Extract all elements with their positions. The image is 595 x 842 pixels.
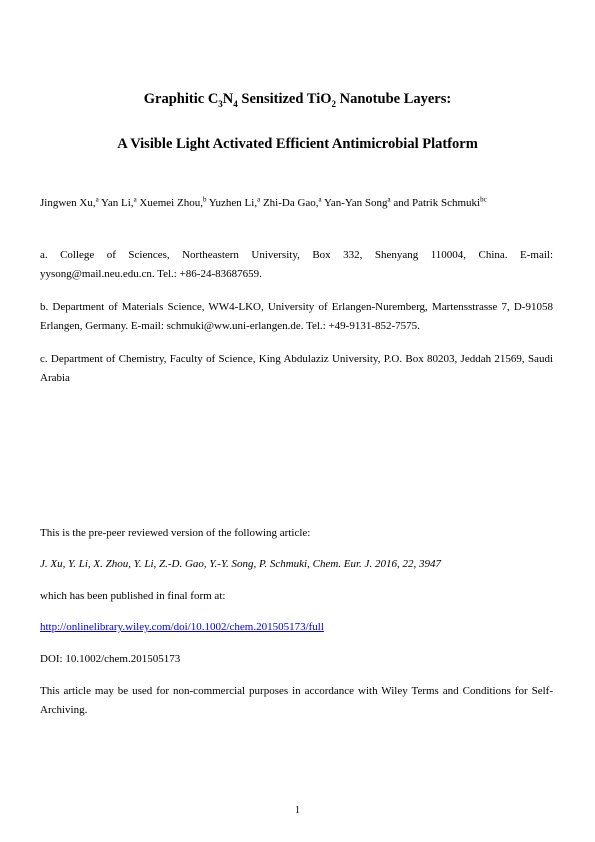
author-affiliation-mark: a	[257, 195, 261, 204]
citation: J. Xu, Y. Li, X. Zhou, Y. Li, Z.-D. Gao, Y.-Y. Song, P. Schmuki, Chem. Eur. J. 2016, 22, 3947	[40, 558, 441, 570]
affiliation-a: a. College of Sciences, Northeastern University, Box 332, Shenyang 110004, China. E-mail: yysong@mail.neu.edu.cn. Tel.: +86-24-83687659.	[40, 249, 553, 280]
published-notice: which has been published in final form at:	[40, 590, 226, 602]
author-affiliation-mark: a	[318, 195, 322, 204]
title-line-2: A Visible Light Activated Efficient Antimicrobial Platform	[117, 136, 478, 152]
author-affiliation-mark: bc	[480, 195, 487, 204]
title-line-1: Graphitic $C_3N_4$ Sensitized TiO$_2$ Nanotube Layers:	[143, 91, 452, 109]
author-name: and Patrik Schmuki	[390, 197, 481, 209]
article-link[interactable]: http://onlinelibrary.wiley.com/doi/10.1002/chem.201505173/full	[40, 621, 324, 633]
terms-notice: This article may be used for non-commercial purposes in accordance with Wiley Terms and Conditions for Self-Archiving.	[40, 685, 553, 716]
author-name: Yan-Yan Song	[321, 197, 388, 209]
author-name: Yuzhen Li,	[206, 197, 258, 209]
author-name: Zhi-Da Gao,	[260, 197, 319, 209]
page-number: 1	[295, 805, 300, 816]
author-affiliation-mark: a	[387, 195, 391, 204]
preprint-notice: This is the pre-peer reviewed version of the following article:	[40, 527, 311, 539]
article-url-line	[40, 618, 553, 637]
author-name: Yan Li,	[98, 197, 134, 209]
author-list	[40, 196, 560, 210]
author-affiliation-mark: a	[133, 195, 137, 204]
author-name: Jingwen Xu,	[40, 197, 96, 209]
doi: DOI: 10.1002/chem.201505173	[40, 653, 181, 665]
author-affiliation-mark: a	[95, 195, 99, 204]
author-name: Xuemei Zhou,	[136, 197, 203, 209]
affiliation-c: c. Department of Chemistry, Faculty of Science, King Abdulaziz University, P.O. Box 80203, Jeddah 21569, Saudi Arabia	[40, 353, 553, 384]
author-affiliation-mark: b	[202, 195, 207, 204]
affiliation-b: b. Department of Materials Science, WW4-LKO, University of Erlangen-Nuremberg, Martensstrasse 7, D-91058 Erlangen, Germany. E-mail: schmuki@ww.uni-erlangen.de. Tel.: +49-9131-852-7575.	[40, 301, 553, 332]
